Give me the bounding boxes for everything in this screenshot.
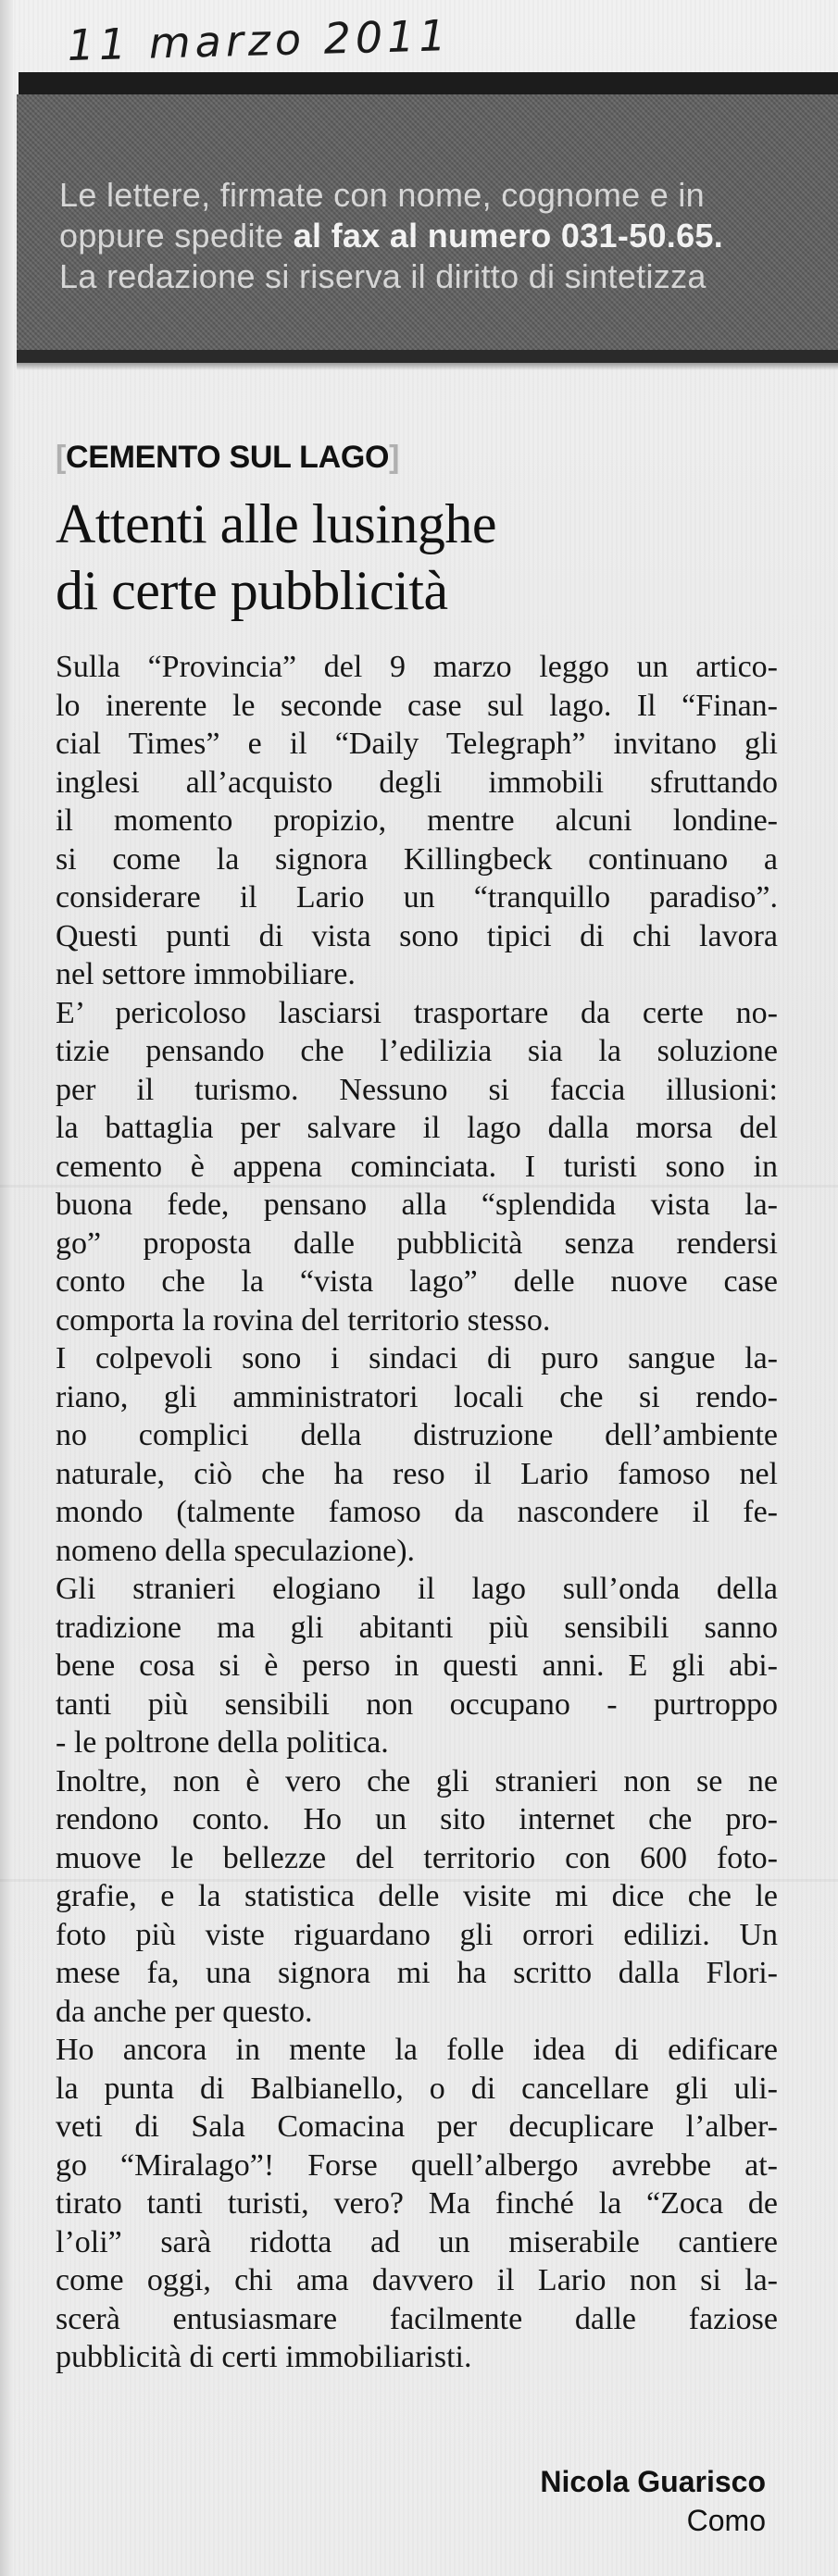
paper-fold [0,1185,838,1188]
handwritten-date: 11 marzo 2011 [67,10,452,70]
body-line: nomeno della speculazione). [56,1533,416,1568]
body-line: mese fa, una signora mi ha scritto dalla Flori- [56,1956,778,1990]
letters-policy-banner [17,94,838,350]
body-line: tirato tanti turisti, vero? Ma finché la “Zoca de [56,2186,778,2221]
body-line: la punta di Balbianello, o di cancellare gli uli- [56,2071,778,2106]
body-line: buona fede, pensano alla “splendida vista la- [56,1188,778,1222]
banner-line-prefix: oppure spedite [59,217,294,255]
banner-shadow [17,363,838,370]
body-line: Gli stranieri elogiano il lago sull’onda della [56,1572,778,1606]
body-line: rendono conto. Ho un sito internet che pro- [56,1802,778,1836]
kicker-bracket-close: ] [389,440,400,475]
banner-line: La redazione si riserva il diritto di sintetizza [59,257,707,295]
banner-bottom-rule [17,350,838,363]
body-line: go” proposta dalle pubblicità senza rendersi [56,1226,778,1261]
banner-fax-number: al fax al numero 031-50.65. [293,217,724,255]
body-line: tradizione ma gli abitanti più sensibili sanno [56,1610,778,1645]
scan-edge [0,0,13,2576]
body-line: riano, gli amministratori locali che si rendo- [56,1379,778,1414]
paper-fold [0,1879,838,1882]
body-line: grafie, e la statistica delle visite mi dice che le [56,1879,778,1913]
body-line: come oggi, chi ama davvero il Lario non si la- [56,2263,778,2297]
body-line: lo inerente le seconde case sul lago. Il “Finan- [56,688,778,723]
body-line: Ho ancora in mente la folle idea di edificare [56,2033,778,2067]
body-line: naturale, ciò che ha reso il Lario famoso nel [56,1456,778,1491]
body-line: Sulla “Provincia” del 9 marzo leggo un artico- [56,650,778,684]
body-line: si come la signora Killingbeck continuano a [56,841,778,877]
body-line: inglesi all’acquisto degli immobili sfruttando [56,765,778,800]
body-line: nel settore immobiliare. [56,957,356,991]
author-name: Nicola Guarisco [540,2465,766,2498]
author-city: Como [686,2504,766,2537]
body-line: pubblicità di certi immobiliaristi. [56,2340,472,2374]
body-line: veti di Sala Comacina per decuplicare l’alber- [56,2109,778,2144]
body-line: bene cosa si è perso in questi anni. E gli abi- [56,1649,778,1683]
body-line: go “Miralago”! Forse quell’albergo avrebbe at- [56,2147,778,2183]
body-line: tanti più sensibili non occupano - purtroppo [56,1686,778,1722]
body-line: mondo (talmente famoso da nascondere il fe- [56,1495,778,1529]
body-line: comporta la rovina del territorio stesso. [56,1302,551,1338]
body-line: cemento è appena cominciata. I turisti sono in [56,1149,778,1184]
body-line: tizie pensando che l’edilizia sia la soluzione [56,1034,778,1068]
headline-line: Attenti alle lusinghe [56,493,497,554]
body-line: l’oli” sarà ridotta ad un miserabile cantiere [56,2224,778,2259]
letter-body [56,648,778,2377]
kicker-text: CEMENTO SUL LAGO [66,440,390,475]
banner-line: Le lettere, firmate con nome, cognome e in [59,176,705,214]
body-line: il momento propizio, mentre alcuni londine- [56,803,778,838]
body-line: Questi punti di vista sono tipici di chi lavora [56,918,778,953]
kicker-bracket-open: [ [56,440,67,475]
section-kicker [56,440,399,476]
body-line: la battaglia per salvare il lago dalla morsa del [56,1111,778,1145]
body-line: per il turismo. Nessuno si faccia illusioni: [56,1072,778,1107]
body-line: - le poltrone della politica. [56,1725,389,1760]
body-line: I colpevoli sono i sindaci di puro sangue la- [56,1341,778,1375]
body-line: Inoltre, non è vero che gli stranieri non se ne [56,1763,778,1798]
letter-signature [540,2462,766,2540]
header-rule [19,72,838,94]
letter-headline [56,491,496,624]
banner-line [59,217,723,255]
body-line: conto che la “vista lago” delle nuove case [56,1264,778,1299]
headline-line: di certe pubblicità [56,560,448,621]
body-line: cial Times” e il “Daily Telegraph” invitano gli [56,727,778,761]
body-line: considerare il Lario un “tranquillo paradiso”. [56,880,778,915]
body-line: da anche per questo. [56,1994,313,2029]
body-line: scerà entusiasmare facilmente dalle faziose [56,2301,778,2336]
body-line: muove le bellezze del territorio con 600 foto- [56,1840,778,1875]
body-line: foto più viste riguardano gli orrori edilizi. Un [56,1917,778,1952]
body-line: E’ pericoloso lasciarsi trasportare da certe no- [56,995,778,1030]
body-line: no complici della distruzione dell’ambiente [56,1418,778,1452]
